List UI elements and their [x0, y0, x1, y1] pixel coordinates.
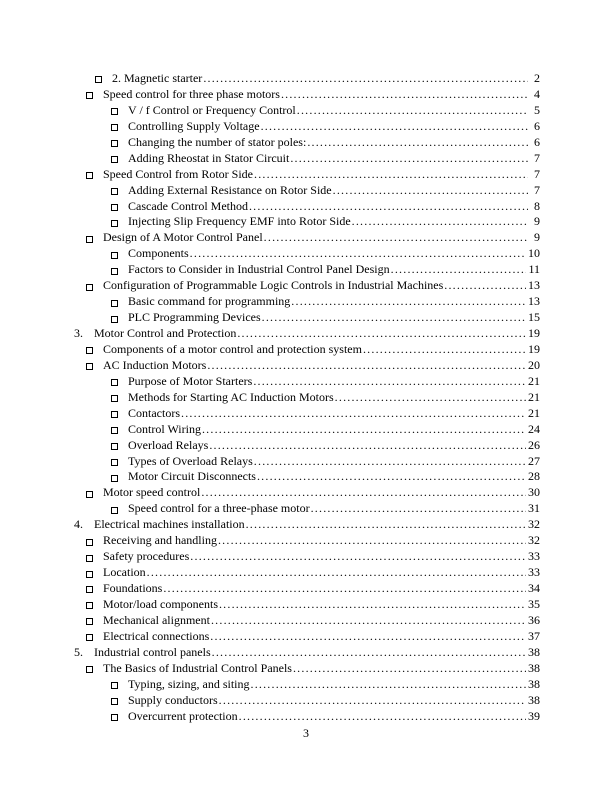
- toc-entry[interactable]: [74, 438, 540, 454]
- checkbox-bullet-icon: [111, 427, 118, 434]
- toc-entry-label: Location: [103, 565, 146, 580]
- toc-entry-label: Supply conductors: [128, 692, 218, 707]
- dot-leader: [262, 310, 526, 326]
- toc-entry-label: Typing, sizing, and siting: [128, 676, 250, 691]
- toc-entry[interactable]: [74, 167, 540, 183]
- checkbox-bullet-icon: [111, 459, 118, 466]
- toc-entry[interactable]: [74, 199, 540, 215]
- checkbox-bullet-icon: [86, 555, 93, 562]
- toc-entry-label: Motor speed control: [103, 485, 201, 500]
- toc-entry-label: Cascade Control Method: [128, 198, 248, 213]
- toc-entry[interactable]: [74, 119, 540, 135]
- dot-leader: [352, 214, 528, 230]
- toc-page-number: 11: [528, 262, 540, 277]
- checkbox-bullet-icon: [86, 363, 93, 370]
- toc-page-number: 24: [528, 421, 540, 436]
- toc-page-number: 5: [534, 102, 540, 117]
- toc-entry-label: Configuration of Programmable Logic Controls in Industrial Machines: [103, 278, 444, 293]
- toc-page-number: 9: [534, 214, 540, 229]
- toc-entry-label: Speed Control from Rotor Side: [103, 166, 253, 181]
- checkbox-bullet-icon: [111, 714, 118, 721]
- toc-page-number: 10: [528, 246, 540, 261]
- checkbox-bullet-icon: [111, 395, 118, 402]
- checkbox-bullet-icon: [86, 92, 93, 99]
- checkbox-bullet-icon: [111, 252, 118, 259]
- toc-entry-label: Speed control for a three-phase motor: [128, 501, 310, 516]
- toc-entry-label: Industrial control panels: [94, 644, 211, 659]
- dot-leader: [202, 422, 526, 438]
- toc-entry-label: Controlling Supply Voltage: [128, 118, 260, 133]
- dot-leader: [190, 246, 526, 262]
- toc-entry-label: AC Induction Motors: [103, 357, 207, 372]
- toc-entry[interactable]: [74, 374, 540, 390]
- toc-page-number: 33: [528, 565, 540, 580]
- checkbox-bullet-icon: [111, 411, 118, 418]
- toc-entry-label: Changing the number of stator poles:: [128, 134, 307, 149]
- toc-page-number: 38: [528, 676, 540, 691]
- toc-entry-label: The Basics of Industrial Control Panels: [103, 660, 292, 675]
- toc-page-number: 36: [528, 612, 540, 627]
- toc-page-number: 13: [528, 278, 540, 293]
- toc-page-number: 21: [528, 405, 540, 420]
- toc-page-number: 4: [534, 86, 540, 101]
- dot-leader: [254, 167, 528, 183]
- dot-leader: [207, 358, 526, 374]
- checkbox-bullet-icon: [86, 618, 93, 625]
- checkbox-bullet-icon: [86, 491, 93, 498]
- toc-page-number: 35: [528, 596, 540, 611]
- toc-entry[interactable]: [74, 342, 540, 358]
- toc-page-number: 15: [528, 310, 540, 325]
- dot-leader: [212, 645, 526, 661]
- toc-entry[interactable]: [74, 533, 540, 549]
- toc-page-number: 19: [528, 326, 540, 340]
- checkbox-bullet-icon: [111, 204, 118, 211]
- dot-leader: [209, 438, 526, 454]
- dot-leader: [219, 597, 526, 613]
- toc-entry[interactable]: [74, 581, 540, 597]
- toc-entry-label: Factors to Consider in Industrial Control Panel Design: [128, 262, 390, 277]
- dot-leader: [237, 326, 526, 342]
- toc-entry[interactable]: [74, 262, 540, 278]
- toc-entry-label: V / f Control or Frequency Control: [128, 102, 296, 117]
- toc-entry[interactable]: [74, 469, 540, 485]
- toc-entry-label: Electrical machines installation: [94, 517, 245, 532]
- toc-entry-label: Motor/load components: [103, 596, 218, 611]
- toc-entry-label: Basic command for programming: [128, 294, 291, 309]
- toc-page-number: 9: [534, 230, 540, 245]
- checkbox-bullet-icon: [86, 347, 93, 354]
- dot-leader: [264, 230, 528, 246]
- dot-leader: [391, 262, 527, 278]
- dot-leader: [181, 406, 526, 422]
- page-footer: [0, 726, 612, 741]
- checkbox-bullet-icon: [111, 108, 118, 115]
- dot-leader: [290, 151, 528, 167]
- toc-entry-label: Motor Circuit Disconnects: [128, 469, 256, 484]
- toc-page-number: 8: [534, 198, 540, 213]
- dot-leader: [210, 629, 526, 645]
- toc-entry-label: Mechanical alignment: [103, 612, 210, 627]
- toc-page-number: 34: [528, 581, 540, 595]
- toc-page-number: 2: [534, 71, 540, 85]
- dot-leader: [311, 501, 526, 517]
- checkbox-bullet-icon: [111, 682, 118, 689]
- checkbox-bullet-icon: [111, 268, 118, 275]
- toc-entry[interactable]: [74, 709, 540, 725]
- toc-entry-label: Electrical connections: [103, 628, 210, 643]
- dot-leader: [254, 454, 526, 470]
- toc-entry-label: Contactors: [128, 405, 180, 420]
- toc-entry[interactable]: [74, 406, 540, 422]
- toc-entry[interactable]: [74, 87, 540, 103]
- toc-entry[interactable]: [74, 103, 540, 119]
- checkbox-bullet-icon: [86, 539, 93, 546]
- toc-entry-label: Overcurrent protection: [128, 708, 238, 723]
- chapter-number: 5.: [74, 644, 83, 659]
- toc-entry-label: Receiving and handling: [103, 533, 217, 548]
- toc-entry-label: Injecting Slip Frequency EMF into Rotor Side: [128, 214, 351, 229]
- toc-entry[interactable]: [74, 294, 540, 310]
- dot-leader: [147, 565, 526, 581]
- toc-entry[interactable]: [74, 517, 540, 533]
- toc-entry[interactable]: [74, 661, 540, 677]
- toc-entry[interactable]: [74, 358, 540, 374]
- toc-entry[interactable]: [74, 613, 540, 629]
- toc-entry-label: Design of A Motor Control Panel: [103, 230, 263, 245]
- checkbox-bullet-icon: [111, 140, 118, 147]
- toc-entry-label: Speed control for three phase motors: [103, 86, 280, 101]
- toc-entry[interactable]: [74, 278, 540, 294]
- toc-entry-label: Components of a motor control and protection system: [103, 341, 362, 356]
- toc-page-number: 19: [528, 341, 540, 356]
- toc-entry[interactable]: [74, 71, 540, 87]
- dot-leader: [444, 278, 526, 294]
- dot-leader: [249, 199, 528, 215]
- toc-page-number: 6: [534, 134, 540, 149]
- toc-entry[interactable]: [74, 565, 540, 581]
- toc-page-number: 30: [528, 485, 540, 500]
- toc-entry[interactable]: [74, 310, 540, 326]
- checkbox-bullet-icon: [86, 602, 93, 609]
- page-number: 3: [303, 726, 309, 740]
- toc-page-number: 21: [528, 389, 540, 404]
- toc-page-number: 7: [534, 150, 540, 165]
- checkbox-bullet-icon: [86, 571, 93, 578]
- checkbox-bullet-icon: [111, 124, 118, 131]
- toc-entry[interactable]: [74, 151, 540, 167]
- toc-entry[interactable]: [74, 183, 540, 199]
- toc-entry-label: Methods for Starting AC Induction Motors: [128, 389, 334, 404]
- dot-leader: [335, 390, 526, 406]
- toc-entry[interactable]: [74, 246, 540, 262]
- toc-page-number: 6: [534, 118, 540, 133]
- toc-entry[interactable]: [74, 645, 540, 661]
- dot-leader: [293, 661, 526, 677]
- toc-page-number: 26: [528, 437, 540, 452]
- toc-entry[interactable]: [74, 501, 540, 517]
- toc-page-number: 33: [528, 549, 540, 564]
- checkbox-bullet-icon: [111, 188, 118, 195]
- dot-leader: [253, 374, 526, 390]
- toc-entry[interactable]: [74, 135, 540, 151]
- toc-page-number: 38: [528, 692, 540, 707]
- checkbox-bullet-icon: [86, 634, 93, 641]
- toc-page-number: 32: [528, 517, 540, 532]
- checkbox-bullet-icon: [111, 379, 118, 386]
- toc-entry-label: Purpose of Motor Starters: [128, 373, 253, 388]
- dot-leader: [163, 581, 526, 597]
- toc-entry-label: Components: [128, 246, 189, 261]
- toc-page-number: 39: [528, 708, 540, 723]
- toc-page-number: 31: [528, 501, 540, 516]
- toc-page-number: 38: [528, 644, 540, 659]
- toc-page-number: 32: [528, 533, 540, 548]
- toc-entry[interactable]: [74, 597, 540, 613]
- checkbox-bullet-icon: [86, 666, 93, 673]
- toc-entry[interactable]: [74, 326, 540, 342]
- dot-leader: [297, 103, 528, 119]
- toc-page-number: 21: [528, 373, 540, 388]
- dot-leader: [333, 183, 528, 199]
- dot-leader: [291, 294, 526, 310]
- dot-leader: [257, 469, 526, 485]
- checkbox-bullet-icon: [86, 586, 93, 593]
- checkbox-bullet-icon: [111, 443, 118, 450]
- dot-leader: [219, 693, 526, 709]
- toc-entry-label: PLC Programming Devices: [128, 310, 261, 325]
- toc-page-number: 28: [528, 469, 540, 484]
- toc-entry-label: Types of Overload Relays: [128, 453, 253, 468]
- checkbox-bullet-icon: [111, 316, 118, 323]
- checkbox-bullet-icon: [86, 236, 93, 243]
- toc-page-number: 27: [528, 453, 540, 468]
- toc-page-number: 7: [534, 166, 540, 181]
- toc-entry[interactable]: [74, 214, 540, 230]
- checkbox-bullet-icon: [111, 300, 118, 307]
- checkbox-bullet-icon: [111, 698, 118, 705]
- checkbox-bullet-icon: [111, 220, 118, 227]
- dot-leader: [251, 677, 527, 693]
- toc-entry-label: Foundations: [103, 581, 163, 595]
- dot-leader: [201, 485, 526, 501]
- chapter-number: 3.: [74, 326, 83, 340]
- dot-leader: [211, 613, 526, 629]
- dot-leader: [218, 533, 526, 549]
- toc-entry[interactable]: [74, 390, 540, 406]
- toc-page-number: 20: [528, 357, 540, 372]
- dot-leader: [190, 549, 526, 565]
- table-of-contents: [74, 71, 540, 724]
- toc-entry[interactable]: [74, 629, 540, 645]
- dot-leader: [239, 709, 526, 725]
- toc-entry-label: Control Wiring: [128, 421, 201, 436]
- checkbox-bullet-icon: [95, 76, 102, 83]
- toc-entry[interactable]: [74, 677, 540, 693]
- toc-entry[interactable]: [74, 422, 540, 438]
- toc-entry[interactable]: [74, 454, 540, 470]
- toc-page-number: 7: [534, 182, 540, 197]
- chapter-number: 4.: [74, 517, 83, 532]
- dot-leader: [307, 135, 528, 151]
- checkbox-bullet-icon: [111, 507, 118, 514]
- toc-entry-label: 2. Magnetic starter: [112, 71, 203, 85]
- toc-entry[interactable]: [74, 549, 540, 565]
- dot-leader: [203, 71, 528, 87]
- toc-page-number: 37: [528, 628, 540, 643]
- toc-entry[interactable]: [74, 485, 540, 501]
- checkbox-bullet-icon: [86, 172, 93, 179]
- toc-entry-label: Overload Relays: [128, 437, 209, 452]
- toc-entry-label: Adding Rheostat in Stator Circuit: [128, 150, 290, 165]
- toc-entry-label: Adding External Resistance on Rotor Side: [128, 182, 332, 197]
- checkbox-bullet-icon: [86, 284, 93, 291]
- checkbox-bullet-icon: [111, 475, 118, 482]
- dot-leader: [281, 87, 528, 103]
- toc-page-number: 38: [528, 660, 540, 675]
- dot-leader: [261, 119, 528, 135]
- toc-entry-label: Motor Control and Protection: [94, 326, 237, 340]
- dot-leader: [246, 517, 526, 533]
- toc-page-number: 13: [528, 294, 540, 309]
- dot-leader: [363, 342, 526, 358]
- toc-entry[interactable]: [74, 693, 540, 709]
- toc-entry-label: Safety procedures: [103, 549, 190, 564]
- toc-entry[interactable]: [74, 230, 540, 246]
- checkbox-bullet-icon: [111, 156, 118, 163]
